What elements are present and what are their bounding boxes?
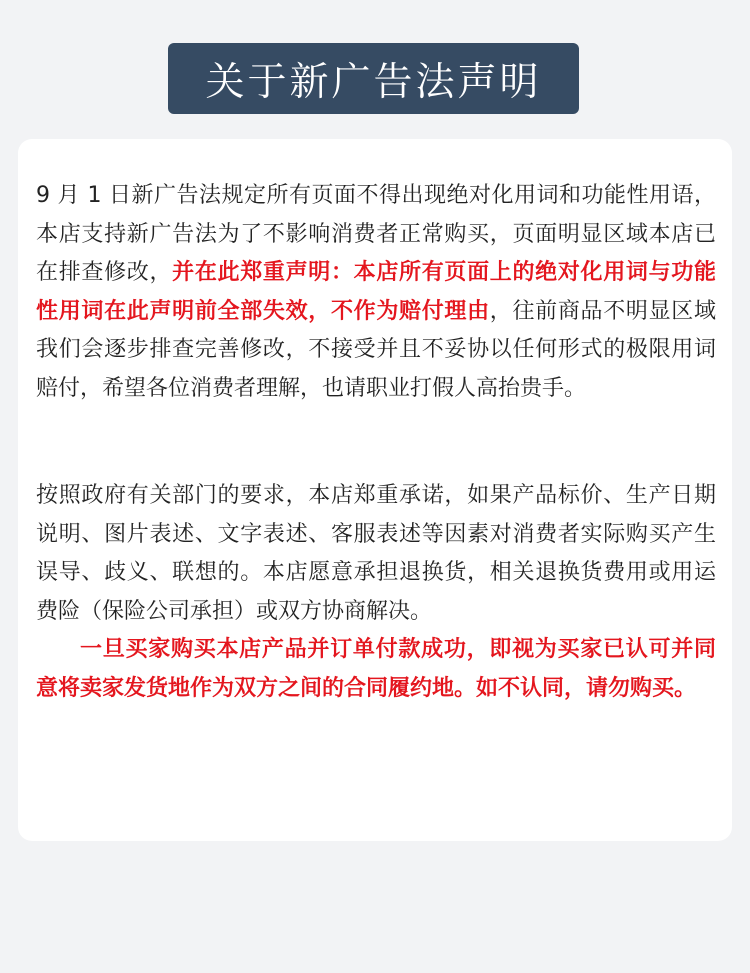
declaration-paragraph-2 <box>36 477 716 708</box>
declaration-paragraph-1 <box>36 177 716 408</box>
title-banner <box>168 43 579 114</box>
declaration-card <box>18 139 732 841</box>
paragraph-1-closing: ，往前商品不明显区域我们会逐步排查完善修改，不接受并且不妥协以任何形式的极限用词赔付，希望各位消费者理解，也请职业打假人高抬贵手。 <box>36 298 716 401</box>
paragraph-2-body: 按照政府有关部门的要求，本店郑重承诺，如果产品标价、生产日期说明、图片表述、文字表述、客服表述等因素对消费者实际购买产生误导、歧义、联想的。本店愿意承担退换货，相关退换货费用或用运费险（保险公司承担）或双方协商解决。 <box>36 483 716 624</box>
page-title: 关于新广告法声明 <box>205 59 542 105</box>
paragraph-1-intro: 9 月 1 日新广告法规定所有页面不得出现绝对化用词和功能性用语，本店支持新广告法为了不影响消费者正常购买，页面明显区域本店已在排查修改， <box>36 183 716 285</box>
paragraph-2-emphasis: 一旦买家购买本店产品并订单付款成功，即视为买家已认可并同意将卖家发货地作为双方之间的合同履约地。如不认同，请勿购买。 <box>36 637 716 701</box>
paragraph-1-emphasis: 并在此郑重声明：本店所有页面上的绝对化用词与功能性用词在此声明前全部失效，不作为赔付理由 <box>36 260 716 324</box>
